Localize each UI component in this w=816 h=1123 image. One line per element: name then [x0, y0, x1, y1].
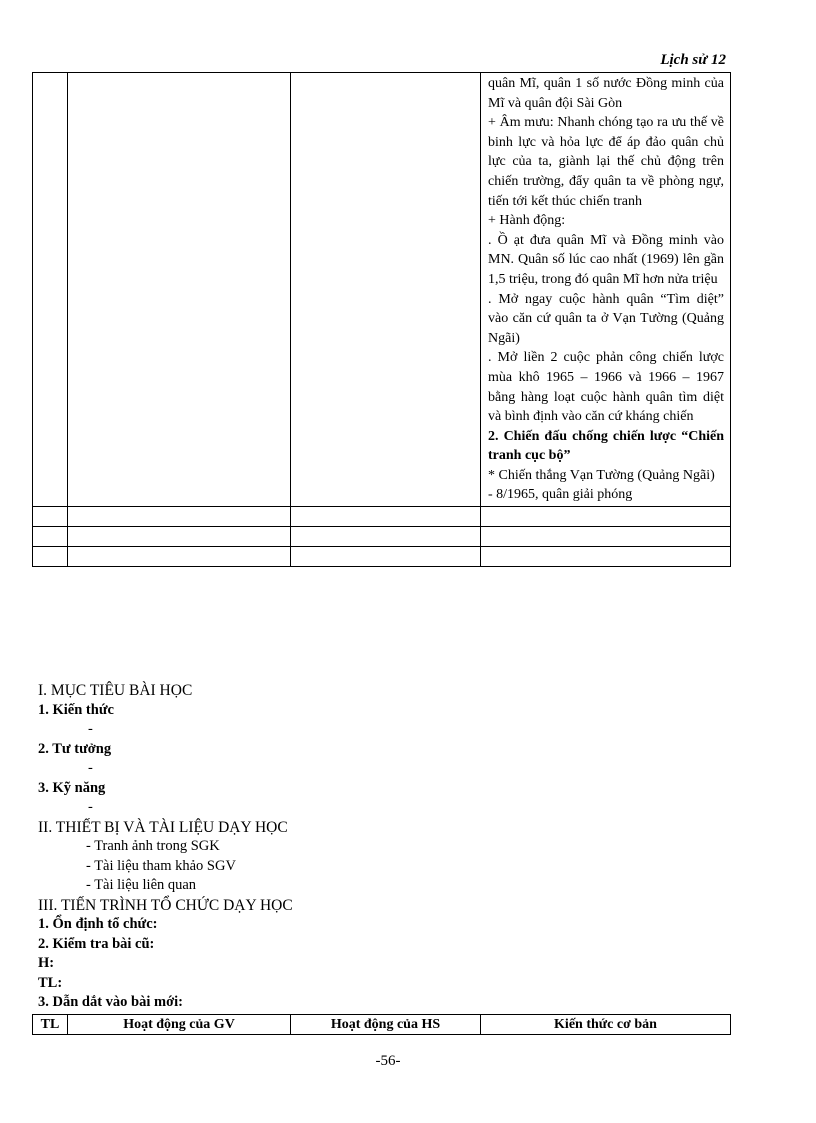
page-number: -56-: [375, 1053, 401, 1069]
knowledge-paragraph: + Hành động:: [488, 213, 566, 229]
step-organize: 1. Ổn định tổ chức:: [38, 916, 158, 932]
table-cell: [33, 507, 68, 527]
equipment-heading: II. THIẾT BỊ VÀ TÀI LIỆU DẠY HỌC: [38, 818, 288, 836]
knowledge-paragraph: quân Mĩ, quân 1 số nước Đồng minh của Mĩ và quân đội Sài Gòn: [488, 76, 724, 111]
lesson-table-continued: [32, 72, 731, 567]
table-row: [33, 547, 731, 567]
knowledge-paragraph: * Chiến thắng Vạn Tường (Quảng Ngãi): [488, 467, 715, 483]
table-cell: [291, 527, 481, 547]
table-cell: [481, 507, 731, 527]
table-cell: [68, 527, 291, 547]
answer-label: TL:: [38, 974, 63, 991]
page-header: Lịch sử 12: [660, 52, 726, 68]
knowledge-paragraph: . Mở ngay cuộc hành quân “Tìm diệt” vào căn cứ quân ta ở Vạn Tường (Quảng Ngãi): [488, 291, 724, 346]
table-cell: [33, 527, 68, 547]
question-label: H:: [38, 955, 55, 971]
knowledge-item: -: [88, 721, 93, 737]
knowledge-paragraph: - 8/1965, quân giải phóng: [488, 487, 633, 503]
column-header-teacher: Hoạt động của GV: [68, 1015, 291, 1035]
lesson-table-header: [32, 1014, 731, 1035]
table-cell-hs: [291, 73, 481, 507]
table-cell-gv: [68, 73, 291, 507]
section-heading: 2. Chiến đấu chống chiến lược “Chiến tranh cục bộ”: [488, 428, 724, 464]
skills-heading: 3. Kỹ năng: [38, 779, 106, 796]
objectives-heading: I. MỤC TIÊU BÀI HỌC: [38, 682, 193, 699]
equipment-item: - Tài liệu tham khảo SGV: [86, 857, 236, 874]
column-header-tl: TL: [33, 1015, 68, 1035]
step-review: 2. Kiểm tra bài cũ:: [38, 935, 155, 952]
table-cell: [481, 527, 731, 547]
process-heading: III. TIẾN TRÌNH TỔ CHỨC DẠY HỌC: [38, 896, 293, 914]
table-row: [33, 527, 731, 547]
step-intro: 3. Dẫn dắt vào bài mới:: [38, 994, 183, 1010]
lesson-plan-section: [38, 681, 738, 1013]
knowledge-paragraph: . Mở liền 2 cuộc phản công chiến lược mùa khô 1965 – 1966 và 1966 – 1967 bằng hàng loạt cuộc hành quân tìm diệt và bình định vào căn cứ kháng chiến: [488, 350, 724, 425]
skills-item: -: [88, 799, 93, 815]
knowledge-paragraph: + Âm mưu: Nhanh chóng tạo ra ưu thế về binh lực và hỏa lực để áp đảo quân chủ lực của ta, giành lại thế chủ động trên chiến trường, đẩy quân ta về phòng ngự, tiến tới kết thúc chiến tranh: [488, 115, 724, 209]
table-row: [33, 73, 731, 507]
column-header-knowledge: Kiến thức cơ bản: [481, 1015, 731, 1035]
table-cell: [291, 547, 481, 567]
thought-heading: 2. Tư tưởng: [38, 740, 112, 757]
column-header-student: Hoạt động của HS: [291, 1015, 481, 1035]
table-cell: [481, 547, 731, 567]
equipment-item: - Tranh ảnh trong SGK: [86, 838, 220, 854]
table-cell-tl: [33, 73, 68, 507]
table-cell: [33, 547, 68, 567]
table-cell: [68, 547, 291, 567]
table-header-row: [33, 1015, 731, 1035]
table-cell: [291, 507, 481, 527]
table-cell: [68, 507, 291, 527]
thought-item: -: [88, 760, 93, 776]
knowledge-heading: 1. Kiến thức: [38, 701, 114, 718]
knowledge-paragraph: . Ồ ạt đưa quân Mĩ và Đồng minh vào MN. Quân số lúc cao nhất (1969) lên gần 1,5 triệu, trong đó quân Mĩ hơn nửa triệu: [488, 232, 724, 287]
table-cell-knowledge: [481, 73, 731, 507]
table-row: [33, 507, 731, 527]
equipment-item: - Tài liệu liên quan: [86, 877, 197, 893]
